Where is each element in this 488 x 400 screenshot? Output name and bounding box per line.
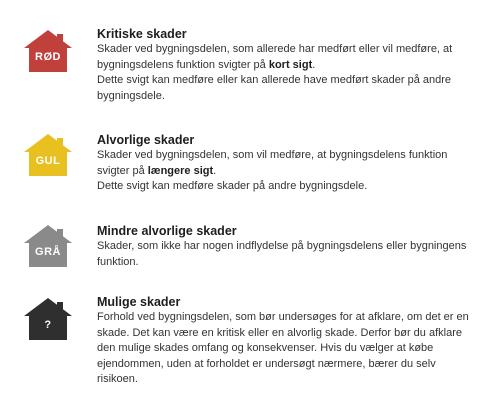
legend-title: Kritiske skader — [97, 27, 187, 41]
desc-text-end: . — [312, 58, 316, 71]
desc-extra: Dette svigt kan medføre eller kan allerede have medført skader på andre bygningsdele. — [97, 74, 452, 102]
desc-emphasis: kort sigt — [268, 58, 313, 71]
legend-text — [97, 132, 477, 195]
house-dark-icon — [24, 298, 72, 340]
legend-description: Skader, som ikke har nogen indflydelse på bygningsdelens eller bygningens funktion. — [97, 240, 467, 268]
desc-text: Skader ved bygningsdelen, som vil medføre, at bygningsdelens funktion svigter på — [97, 149, 448, 177]
house-badge-label: ? — [44, 319, 52, 331]
desc-text-end: . — [213, 164, 217, 177]
legend-title: Mindre alvorlige skader — [97, 224, 237, 238]
house-red-icon — [24, 30, 72, 72]
house-grey-icon — [24, 225, 72, 267]
legend-text — [97, 26, 477, 104]
legend-description — [97, 42, 477, 104]
house-yellow-icon — [24, 134, 72, 176]
house-badge-label: GRÅ — [35, 246, 61, 258]
desc-text: Skader ved bygningsdelen, som allerede har medført eller vil medføre, at bygningsdelens funktion svigter på — [97, 43, 453, 71]
desc-extra: Dette svigt kan medføre skader på andre bygningsdele. — [97, 180, 368, 192]
desc-emphasis: længere sigt — [147, 164, 214, 177]
house-badge-label: RØD — [35, 51, 61, 63]
legend-title: Mulige skader — [97, 295, 181, 309]
legend-title: Alvorlige skader — [97, 133, 195, 147]
legend-description — [97, 148, 477, 195]
house-badge-label: GUL — [35, 155, 61, 167]
legend-description: Forhold ved bygningsdelen, som bør undersøges for at afklare, om det er en skade. Det kan være en kritisk eller en alvorlig skade. Derfor bør du afklare den mulige skades omfang og konsekvenser. Hvis du vælger at købe ejendommen, uden at forholdet er undersøgt nærmere, bærer du selv risikoen. — [97, 311, 469, 385]
legend-text — [97, 294, 477, 388]
legend-text — [97, 223, 477, 270]
